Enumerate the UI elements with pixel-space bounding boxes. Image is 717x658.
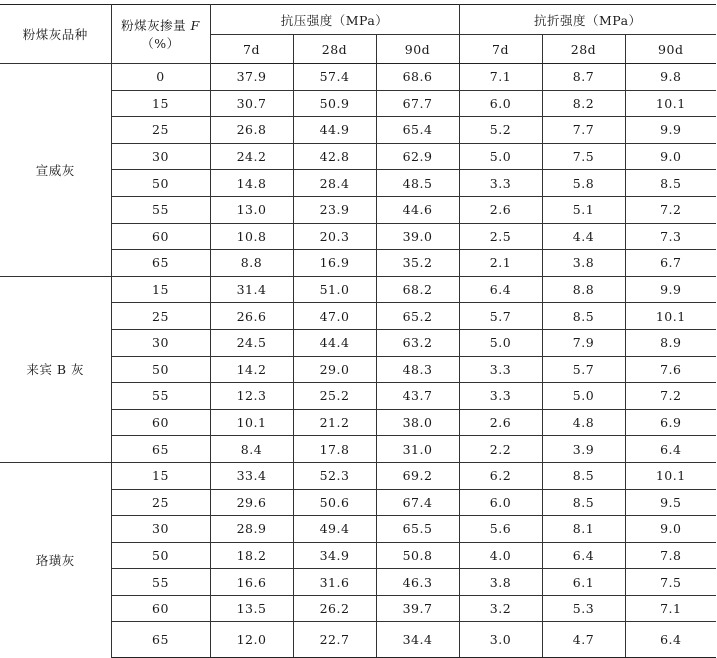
cell-dosage: 0 — [111, 64, 210, 91]
cell-c90: 63.2 — [376, 329, 459, 356]
cell-dosage: 25 — [111, 117, 210, 144]
cell-c28: 16.9 — [293, 250, 376, 277]
cell-c90: 46.3 — [376, 569, 459, 596]
table-row — [0, 64, 716, 91]
cell-c28: 50.6 — [293, 489, 376, 516]
cell-c28: 26.2 — [293, 595, 376, 622]
cell-f7: 6.0 — [459, 90, 542, 117]
cell-f28: 6.1 — [542, 569, 625, 596]
cell-c28: 17.8 — [293, 436, 376, 463]
cell-c7: 31.4 — [210, 276, 293, 303]
cell-c7: 28.9 — [210, 516, 293, 543]
cell-c90: 68.2 — [376, 276, 459, 303]
cell-c90: 62.9 — [376, 143, 459, 170]
header-age-c90: 90d — [376, 35, 459, 64]
cell-c7: 24.5 — [210, 329, 293, 356]
cell-c7: 14.2 — [210, 356, 293, 383]
table-row — [0, 462, 716, 489]
cell-c28: 52.3 — [293, 462, 376, 489]
cell-c7: 10.8 — [210, 223, 293, 250]
cell-dosage: 65 — [111, 250, 210, 277]
cell-f90: 6.9 — [625, 409, 716, 436]
cell-f28: 8.8 — [542, 276, 625, 303]
cell-c90: 65.4 — [376, 117, 459, 144]
cell-f7: 3.3 — [459, 356, 542, 383]
cell-f28: 5.0 — [542, 383, 625, 410]
cell-f7: 6.2 — [459, 462, 542, 489]
cell-c90: 69.2 — [376, 462, 459, 489]
header-age-c28: 28d — [293, 35, 376, 64]
cell-dosage: 15 — [111, 90, 210, 117]
cell-c90: 31.0 — [376, 436, 459, 463]
cell-f90: 7.6 — [625, 356, 716, 383]
cell-c28: 47.0 — [293, 303, 376, 330]
cell-f7: 5.0 — [459, 143, 542, 170]
dosage-symbol: F — [190, 18, 200, 33]
cell-f90: 7.2 — [625, 383, 716, 410]
cell-c28: 51.0 — [293, 276, 376, 303]
cell-c7: 29.6 — [210, 489, 293, 516]
ash-type-cell: 珞璜灰 — [0, 462, 111, 658]
cell-f90: 9.9 — [625, 117, 716, 144]
cell-f90: 6.7 — [625, 250, 716, 277]
header-age-c7: 7d — [210, 35, 293, 64]
cell-c7: 13.5 — [210, 595, 293, 622]
cell-c28: 49.4 — [293, 516, 376, 543]
header-row-1 — [0, 5, 716, 35]
cell-f28: 5.8 — [542, 170, 625, 197]
cell-f7: 7.1 — [459, 64, 542, 91]
cell-f28: 8.5 — [542, 489, 625, 516]
cell-c90: 68.6 — [376, 64, 459, 91]
cell-dosage: 65 — [111, 436, 210, 463]
cell-c90: 48.5 — [376, 170, 459, 197]
cell-f90: 6.4 — [625, 436, 716, 463]
cell-c7: 18.2 — [210, 542, 293, 569]
table-row — [0, 276, 716, 303]
cell-f7: 2.1 — [459, 250, 542, 277]
cell-f7: 5.0 — [459, 329, 542, 356]
cell-c28: 21.2 — [293, 409, 376, 436]
header-age-f28: 28d — [542, 35, 625, 64]
cell-dosage: 55 — [111, 383, 210, 410]
table-header — [0, 5, 716, 64]
cell-f7: 5.2 — [459, 117, 542, 144]
cell-f28: 3.9 — [542, 436, 625, 463]
cell-c90: 35.2 — [376, 250, 459, 277]
cell-c28: 20.3 — [293, 223, 376, 250]
cell-dosage: 30 — [111, 516, 210, 543]
header-dosage-unit: （%） — [141, 36, 180, 51]
cell-f90: 7.3 — [625, 223, 716, 250]
cell-f7: 3.8 — [459, 569, 542, 596]
table-group — [0, 276, 716, 462]
cell-c28: 29.0 — [293, 356, 376, 383]
cell-f90: 8.5 — [625, 170, 716, 197]
cell-c90: 65.2 — [376, 303, 459, 330]
cell-c28: 44.9 — [293, 117, 376, 144]
cell-c7: 14.8 — [210, 170, 293, 197]
cell-f28: 8.1 — [542, 516, 625, 543]
cell-c7: 13.0 — [210, 196, 293, 223]
cell-f7: 6.4 — [459, 276, 542, 303]
cell-f28: 7.5 — [542, 143, 625, 170]
cell-f28: 7.9 — [542, 329, 625, 356]
cell-f90: 6.4 — [625, 622, 716, 658]
cell-c90: 50.8 — [376, 542, 459, 569]
cell-f90: 7.5 — [625, 569, 716, 596]
cell-c90: 39.7 — [376, 595, 459, 622]
cell-f28: 4.4 — [542, 223, 625, 250]
cell-dosage: 30 — [111, 329, 210, 356]
cell-dosage: 60 — [111, 409, 210, 436]
cell-f28: 5.7 — [542, 356, 625, 383]
cell-dosage: 30 — [111, 143, 210, 170]
cell-c28: 44.4 — [293, 329, 376, 356]
ash-type-cell: 来宾 B 灰 — [0, 276, 111, 462]
header-age-f90: 90d — [625, 35, 716, 64]
cell-f7: 2.2 — [459, 436, 542, 463]
cell-c90: 43.7 — [376, 383, 459, 410]
cell-c28: 25.2 — [293, 383, 376, 410]
cell-f90: 7.8 — [625, 542, 716, 569]
cell-c28: 57.4 — [293, 64, 376, 91]
cell-f7: 3.0 — [459, 622, 542, 658]
cell-c7: 12.3 — [210, 383, 293, 410]
cell-c7: 12.0 — [210, 622, 293, 658]
cell-f7: 4.0 — [459, 542, 542, 569]
header-age-f7: 7d — [459, 35, 542, 64]
cell-f90: 10.1 — [625, 462, 716, 489]
cell-f7: 2.6 — [459, 196, 542, 223]
table-group — [0, 462, 716, 658]
cell-c7: 26.8 — [210, 117, 293, 144]
cell-c28: 42.8 — [293, 143, 376, 170]
cell-c90: 38.0 — [376, 409, 459, 436]
cell-c7: 37.9 — [210, 64, 293, 91]
cell-dosage: 15 — [111, 276, 210, 303]
cell-dosage: 25 — [111, 489, 210, 516]
cell-f90: 7.2 — [625, 196, 716, 223]
cell-dosage: 15 — [111, 462, 210, 489]
cell-f28: 5.3 — [542, 595, 625, 622]
cell-f7: 3.2 — [459, 595, 542, 622]
cell-f28: 4.8 — [542, 409, 625, 436]
cell-f28: 8.7 — [542, 64, 625, 91]
cell-f28: 7.7 — [542, 117, 625, 144]
cell-dosage: 65 — [111, 622, 210, 658]
cell-c90: 39.0 — [376, 223, 459, 250]
cell-c28: 31.6 — [293, 569, 376, 596]
cell-c28: 34.9 — [293, 542, 376, 569]
cell-f90: 10.1 — [625, 90, 716, 117]
cell-f28: 8.5 — [542, 303, 625, 330]
cell-f90: 9.0 — [625, 516, 716, 543]
cell-f28: 8.2 — [542, 90, 625, 117]
cell-c90: 67.7 — [376, 90, 459, 117]
cell-f7: 3.3 — [459, 383, 542, 410]
cell-c28: 50.9 — [293, 90, 376, 117]
cell-c28: 22.7 — [293, 622, 376, 658]
strength-table — [0, 4, 716, 658]
cell-c90: 67.4 — [376, 489, 459, 516]
table-group — [0, 64, 716, 277]
cell-f28: 8.5 — [542, 462, 625, 489]
cell-dosage: 55 — [111, 196, 210, 223]
header-dosage-line1: 粉煤灰掺量 F — [121, 18, 200, 33]
cell-f7: 6.0 — [459, 489, 542, 516]
cell-c90: 48.3 — [376, 356, 459, 383]
cell-c90: 44.6 — [376, 196, 459, 223]
cell-c28: 23.9 — [293, 196, 376, 223]
cell-c28: 28.4 — [293, 170, 376, 197]
cell-dosage: 50 — [111, 356, 210, 383]
cell-c7: 24.2 — [210, 143, 293, 170]
cell-c7: 10.1 — [210, 409, 293, 436]
header-flexural: 抗折强度（MPa） — [459, 5, 716, 35]
ash-type-cell: 宣威灰 — [0, 64, 111, 277]
cell-f90: 9.0 — [625, 143, 716, 170]
cell-c7: 33.4 — [210, 462, 293, 489]
cell-f28: 4.7 — [542, 622, 625, 658]
cell-f90: 9.8 — [625, 64, 716, 91]
cell-f28: 6.4 — [542, 542, 625, 569]
cell-c7: 30.7 — [210, 90, 293, 117]
cell-f7: 2.5 — [459, 223, 542, 250]
cell-dosage: 25 — [111, 303, 210, 330]
cell-dosage: 55 — [111, 569, 210, 596]
cell-c7: 8.8 — [210, 250, 293, 277]
cell-c7: 8.4 — [210, 436, 293, 463]
header-compressive: 抗压强度（MPa） — [210, 5, 459, 35]
cell-c7: 16.6 — [210, 569, 293, 596]
cell-f7: 5.6 — [459, 516, 542, 543]
cell-f28: 3.8 — [542, 250, 625, 277]
cell-f90: 10.1 — [625, 303, 716, 330]
cell-c90: 34.4 — [376, 622, 459, 658]
cell-f28: 5.1 — [542, 196, 625, 223]
cell-f90: 7.1 — [625, 595, 716, 622]
header-ash-type: 粉煤灰品种 — [0, 5, 111, 64]
cell-c90: 65.5 — [376, 516, 459, 543]
cell-f90: 9.5 — [625, 489, 716, 516]
cell-f90: 8.9 — [625, 329, 716, 356]
cell-c7: 26.6 — [210, 303, 293, 330]
cell-f90: 9.9 — [625, 276, 716, 303]
header-dosage — [111, 5, 210, 64]
cell-f7: 5.7 — [459, 303, 542, 330]
cell-dosage: 60 — [111, 223, 210, 250]
cell-f7: 2.6 — [459, 409, 542, 436]
cell-dosage: 50 — [111, 542, 210, 569]
cell-dosage: 60 — [111, 595, 210, 622]
cell-f7: 3.3 — [459, 170, 542, 197]
cell-dosage: 50 — [111, 170, 210, 197]
